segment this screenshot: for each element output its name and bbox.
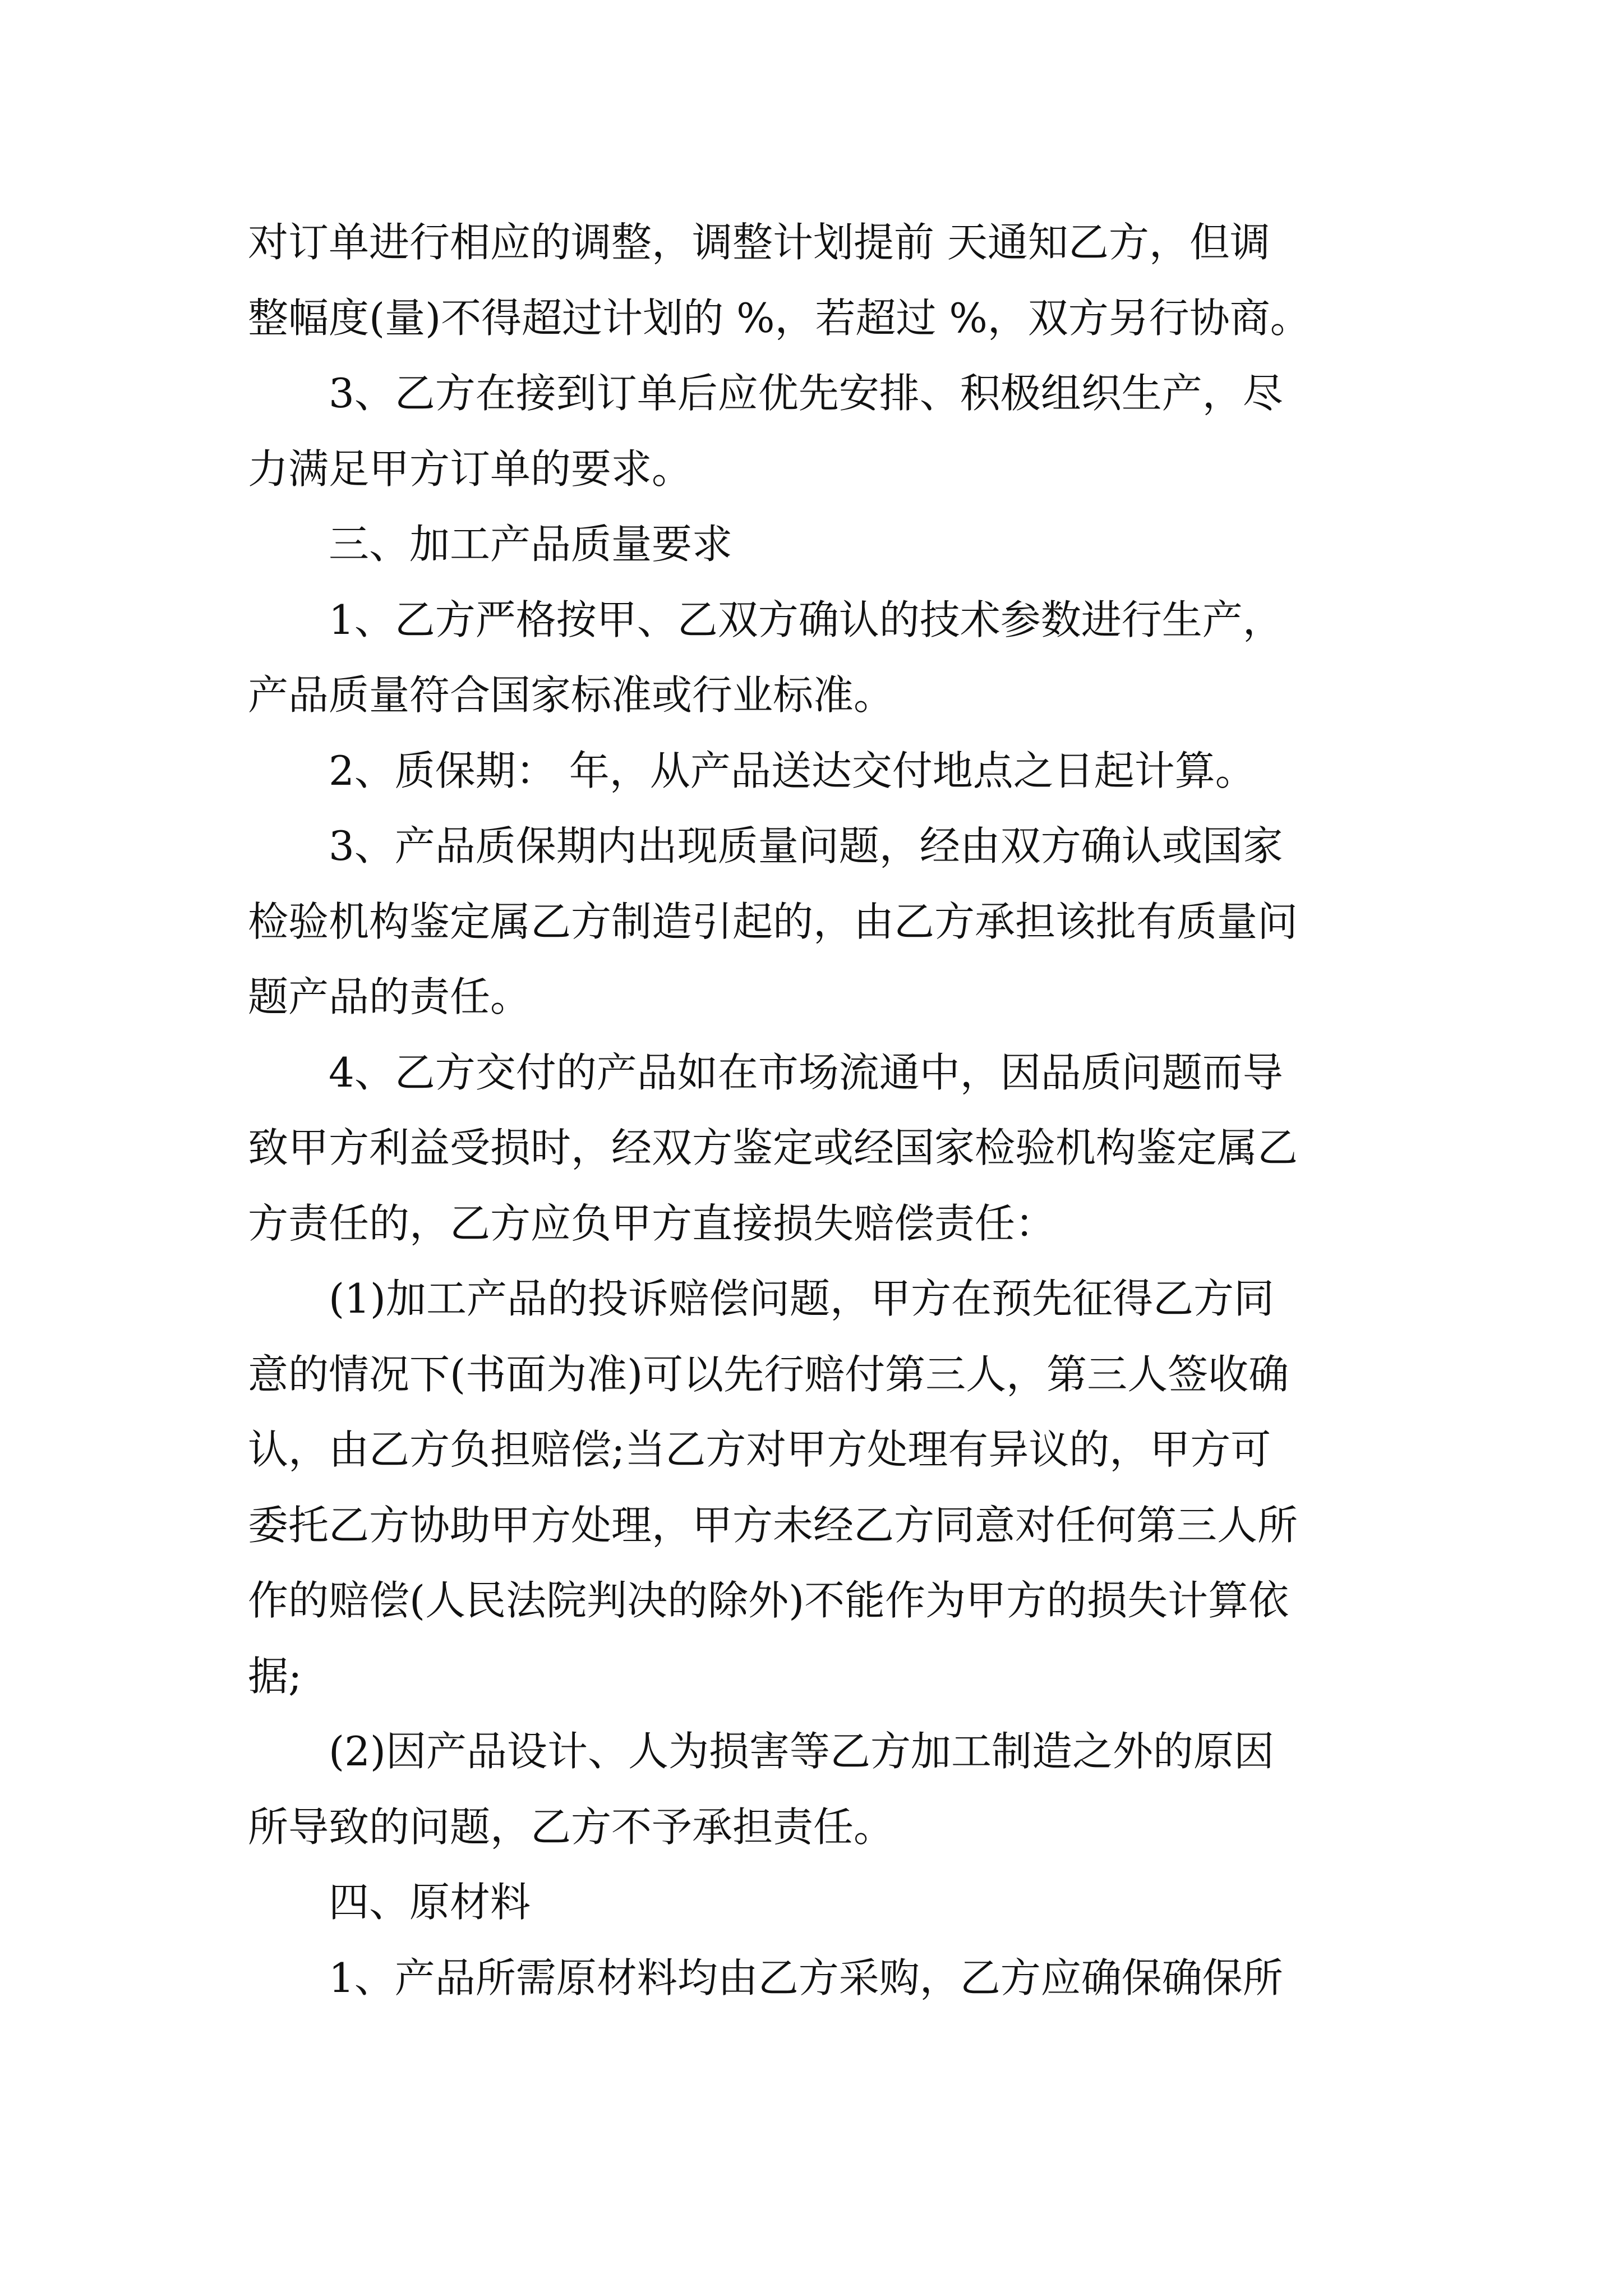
- text-line: 整幅度(量)不得超过计划的 %，若超过 %，双方另行协商。: [248, 294, 1311, 342]
- text-line: 方责任的，乙方应负甲方直接损失赔偿责任：: [248, 1199, 1056, 1247]
- section-heading: 三、加工产品质量要求: [248, 521, 733, 568]
- text-line: 对订单进行相应的调整，调整计划提前 天通知乙方，但调: [248, 219, 1270, 266]
- text-line: 据;: [248, 1652, 302, 1700]
- section-heading: 四、原材料: [248, 1879, 531, 1926]
- document-body: [248, 205, 1392, 2016]
- text-line: 2、质保期： 年，从产品送达交付地点之日起计算。: [248, 747, 1256, 794]
- text-line: 意的情况下(书面为准)可以先行赔付第三人，第三人签收确: [248, 1350, 1289, 1398]
- text-line: 作的赔偿(人民法院判决的除外)不能作为甲方的损失计算依: [248, 1577, 1289, 1624]
- text-line: (2)因产品设计、人为损害等乙方加工制造之外的原因: [248, 1728, 1274, 1775]
- text-line: 3、产品质保期内出现质量问题，经由双方确认或国家: [248, 822, 1283, 869]
- text-line: 委托乙方协助甲方处理，甲方未经乙方同意对任何第三人所: [248, 1501, 1298, 1549]
- text-line: 题产品的责任。: [248, 973, 531, 1020]
- text-line: (1)加工产品的投诉赔偿问题，甲方在预先征得乙方同: [248, 1275, 1274, 1322]
- text-line: 力满足甲方订单的要求。: [248, 445, 693, 493]
- text-line: 认，由乙方负担赔偿;当乙方对甲方处理有异议的，甲方可: [248, 1426, 1271, 1473]
- text-line: 1、乙方严格按甲、乙双方确认的技术参数进行生产，: [248, 596, 1283, 643]
- text-line: 致甲方利益受损时，经双方鉴定或经国家检验机构鉴定属乙: [248, 1124, 1298, 1171]
- text-line: 产品质量符合国家标准或行业标准。: [248, 671, 895, 719]
- text-line: 所导致的问题，乙方不予承担责任。: [248, 1803, 895, 1851]
- text-line: 4、乙方交付的产品如在市场流通中，因品质问题而导: [248, 1048, 1283, 1096]
- text-line: 1、产品所需原材料均由乙方采购，乙方应确保确保所: [248, 1954, 1283, 2001]
- text-line: 3、乙方在接到订单后应优先安排、积极组织生产，尽: [248, 370, 1283, 417]
- text-line: 检验机构鉴定属乙方制造引起的，由乙方承担该批有质量问: [248, 898, 1298, 945]
